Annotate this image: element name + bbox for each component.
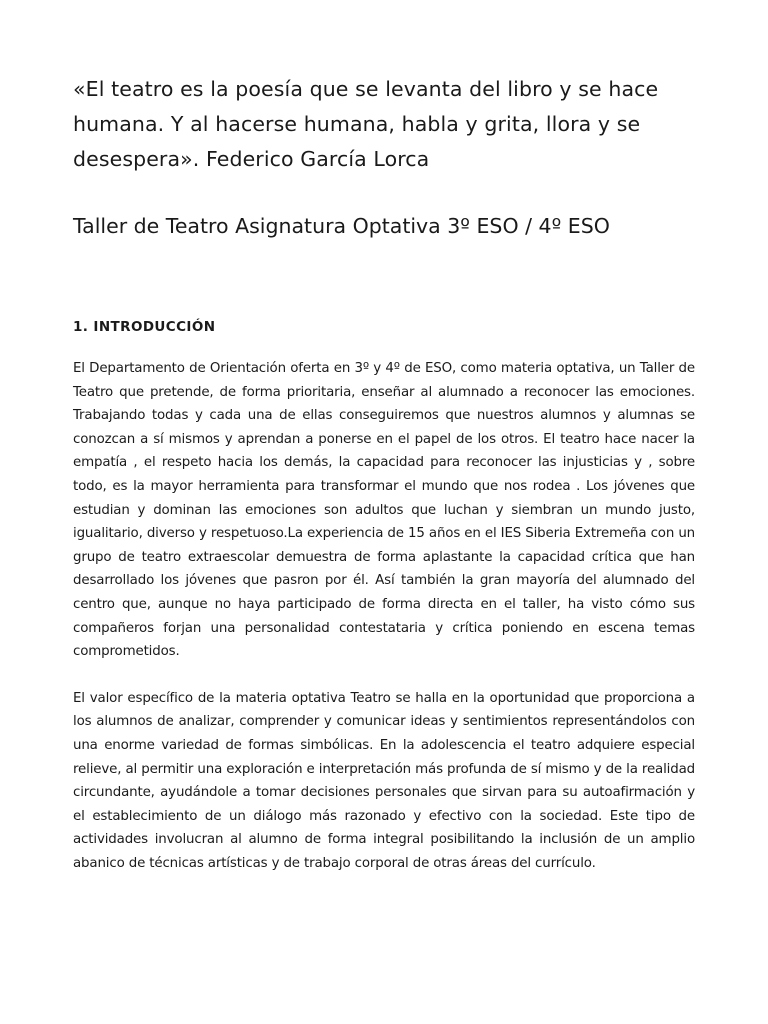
opening-quote: «El teatro es la poesía que se levanta del libro y se hace humana. Y al hacerse humana, habla y grita, llora y se desespera». Federico García Lorca	[73, 77, 659, 171]
paragraph-2: El valor específico de la materia optativa Teatro se halla en la oportunidad que proporciona a los alumnos de analizar, comprender y comunicar ideas y sentimientos representándolos con una enorme variedad de formas simbólicas. En la adolescencia el teatro adquiere especial relieve, al permitir una exploración e interpretación más profunda de sí mismo y de la realidad circundante, ayudándole a tomar decisiones personales que sirvan para su autoafirmación y el establecimiento de un diálogo más razonado y efectivo con la sociedad. Este tipo de actividades involucran al alumno de forma integral posibilitando la inclusión de un amplio abanico de técnicas artísticas y de trabajo corporal de otras áreas del currículo.	[73, 690, 695, 871]
document-page	[73, 72, 695, 875]
paragraph-1: El Departamento de Orientación oferta en 3º y 4º de ESO, como materia optativa, un Taller de Teatro que pretende, de forma prioritaria, enseñar al alumnado a reconocer las emociones. Trabajando todas y cada una de ellas conseguiremos que nuestros alumnos y alumnas se conozcan a sí mismos y aprendan a ponerse en el papel de los otros. El teatro hace nacer la empatía , el respeto hacia los demás, la capacidad para reconocer las injusticias y , sobre todo, es la mayor herramienta para transformar el mundo que nos rodea . Los jóvenes que estudian y dominan las emociones son adultos que luchan y siembran un mundo justo, igualitario, diverso y respetuoso.La experiencia de 15 años en el IES Siberia Extremeña con un grupo de teatro extraescolar demuestra de forma aplastante la capacidad crítica que han desarrollado los jóvenes que pasron por él. Así también la gran mayoría del alumnado del centro que, aunque no haya participado de forma directa en el taller, ha visto cómo sus compañeros forjan una personalidad contestataria y crítica poniendo en escena temas comprometidos.	[73, 361, 695, 660]
section-heading: 1. INTRODUCCIÓN	[73, 319, 216, 335]
document-title: Taller de Teatro Asignatura Optativa 3º ESO / 4º ESO	[73, 214, 610, 238]
